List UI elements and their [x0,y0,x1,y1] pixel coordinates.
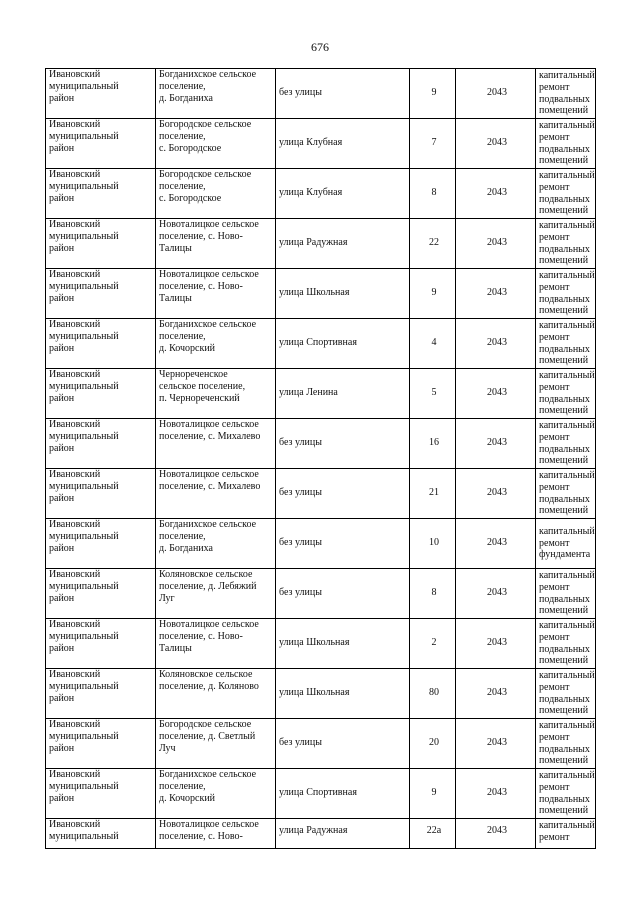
settlement-cell: Новоталицкое сельское поселение, с. Михалево [156,419,276,469]
house-number-cell: 21 [410,469,456,519]
district-cell: Ивановский муниципальный район [46,319,156,369]
table-row [46,769,596,819]
year-cell: 2043 [456,569,536,619]
table-row [46,119,596,169]
work-type-cell: капитальный ремонт подвальных помещений [536,769,596,819]
table-row [46,469,596,519]
street-cell: без улицы [276,719,410,769]
table-row [46,319,596,369]
table-row [46,719,596,769]
street-cell: без улицы [276,69,410,119]
house-number-cell: 10 [410,519,456,569]
settlement-cell: Новоталицкое сельское поселение, с. Ново- Талицы [156,269,276,319]
settlement-cell: Богданихское сельское поселение, д. Кочорский [156,319,276,369]
table-row [46,219,596,269]
street-cell: улица Клубная [276,119,410,169]
street-cell: без улицы [276,569,410,619]
settlement-cell: Коляновское сельское поселение, д. Лебяжий Луг [156,569,276,619]
district-cell: Ивановский муниципальный район [46,269,156,319]
table-row [46,69,596,119]
street-cell: улица Школьная [276,669,410,719]
year-cell: 2043 [456,469,536,519]
year-cell: 2043 [456,269,536,319]
district-cell: Ивановский муниципальный район [46,169,156,219]
district-cell: Ивановский муниципальный район [46,369,156,419]
house-number-cell: 4 [410,319,456,369]
work-type-cell: капитальный ремонт подвальных помещений [536,219,596,269]
district-cell: Ивановский муниципальный район [46,769,156,819]
house-number-cell: 8 [410,569,456,619]
settlement-cell: Новоталицкое сельское поселение, с. Ново- Талицы [156,619,276,669]
house-number-cell: 5 [410,369,456,419]
table-row [46,569,596,619]
settlement-cell: Богородское сельское поселение, с. Богородское [156,169,276,219]
district-cell: Ивановский муниципальный район [46,569,156,619]
table-row [46,819,596,849]
district-cell: Ивановский муниципальный район [46,69,156,119]
work-type-cell: капитальный ремонт подвальных помещений [536,319,596,369]
street-cell: без улицы [276,469,410,519]
house-number-cell: 9 [410,769,456,819]
district-cell: Ивановский муниципальный район [46,419,156,469]
work-type-cell: капитальный ремонт подвальных помещений [536,719,596,769]
year-cell: 2043 [456,119,536,169]
house-number-cell: 20 [410,719,456,769]
house-number-cell: 80 [410,669,456,719]
work-type-cell: капитальный ремонт подвальных помещений [536,619,596,669]
settlement-cell: Чернореченское сельское поселение, п. Чернореченский [156,369,276,419]
street-cell: улица Школьная [276,269,410,319]
page-number: 676 [311,40,329,54]
year-cell: 2043 [456,819,536,849]
house-number-cell: 2 [410,619,456,669]
street-cell: без улицы [276,419,410,469]
house-number-cell: 9 [410,269,456,319]
table-row [46,369,596,419]
work-type-cell: капитальный ремонт [536,819,596,849]
district-cell: Ивановский муниципальный район [46,719,156,769]
settlement-cell: Богданихское сельское поселение, д. Богданиха [156,69,276,119]
work-type-cell: капитальный ремонт подвальных помещений [536,669,596,719]
work-type-cell: капитальный ремонт подвальных помещений [536,469,596,519]
year-cell: 2043 [456,69,536,119]
year-cell: 2043 [456,319,536,369]
street-cell: улица Клубная [276,169,410,219]
street-cell: улица Ленина [276,369,410,419]
table-row [46,619,596,669]
district-cell: Ивановский муниципальный район [46,219,156,269]
district-cell: Ивановский муниципальный район [46,669,156,719]
settlement-cell: Новоталицкое сельское поселение, с. Ново- [156,819,276,849]
table-row [46,269,596,319]
street-cell: улица Спортивная [276,769,410,819]
settlement-cell: Богданихское сельское поселение, д. Кочорский [156,769,276,819]
year-cell: 2043 [456,719,536,769]
house-number-cell: 22а [410,819,456,849]
district-cell: Ивановский муниципальный [46,819,156,849]
settlement-cell: Богородское сельское поселение, с. Богородское [156,119,276,169]
house-number-cell: 16 [410,419,456,469]
work-type-cell: капитальный ремонт фундамента [536,519,596,569]
settlement-cell: Богданихское сельское поселение, д. Богданиха [156,519,276,569]
year-cell: 2043 [456,419,536,469]
work-type-cell: капитальный ремонт подвальных помещений [536,569,596,619]
street-cell: улица Спортивная [276,319,410,369]
repair-schedule-table [45,68,596,849]
table-body [46,69,596,849]
street-cell: улица Школьная [276,619,410,669]
work-type-cell: капитальный ремонт подвальных помещений [536,419,596,469]
work-type-cell: капитальный ремонт подвальных помещений [536,119,596,169]
house-number-cell: 7 [410,119,456,169]
year-cell: 2043 [456,519,536,569]
house-number-cell: 9 [410,69,456,119]
settlement-cell: Коляновское сельское поселение, д. Коляново [156,669,276,719]
district-cell: Ивановский муниципальный район [46,519,156,569]
year-cell: 2043 [456,169,536,219]
house-number-cell: 8 [410,169,456,219]
settlement-cell: Богородское сельское поселение, д. Светлый Луч [156,719,276,769]
work-type-cell: капитальный ремонт подвальных помещений [536,369,596,419]
year-cell: 2043 [456,369,536,419]
street-cell: улица Радужная [276,219,410,269]
year-cell: 2043 [456,769,536,819]
table-row [46,419,596,469]
street-cell: без улицы [276,519,410,569]
settlement-cell: Новоталицкое сельское поселение, с. Ново- Талицы [156,219,276,269]
table-row [46,669,596,719]
year-cell: 2043 [456,219,536,269]
work-type-cell: капитальный ремонт подвальных помещений [536,69,596,119]
table-row [46,169,596,219]
work-type-cell: капитальный ремонт подвальных помещений [536,269,596,319]
work-type-cell: капитальный ремонт подвальных помещений [536,169,596,219]
year-cell: 2043 [456,619,536,669]
settlement-cell: Новоталицкое сельское поселение, с. Михалево [156,469,276,519]
year-cell: 2043 [456,669,536,719]
district-cell: Ивановский муниципальный район [46,469,156,519]
district-cell: Ивановский муниципальный район [46,619,156,669]
house-number-cell: 22 [410,219,456,269]
street-cell: улица Радужная [276,819,410,849]
table-row [46,519,596,569]
district-cell: Ивановский муниципальный район [46,119,156,169]
